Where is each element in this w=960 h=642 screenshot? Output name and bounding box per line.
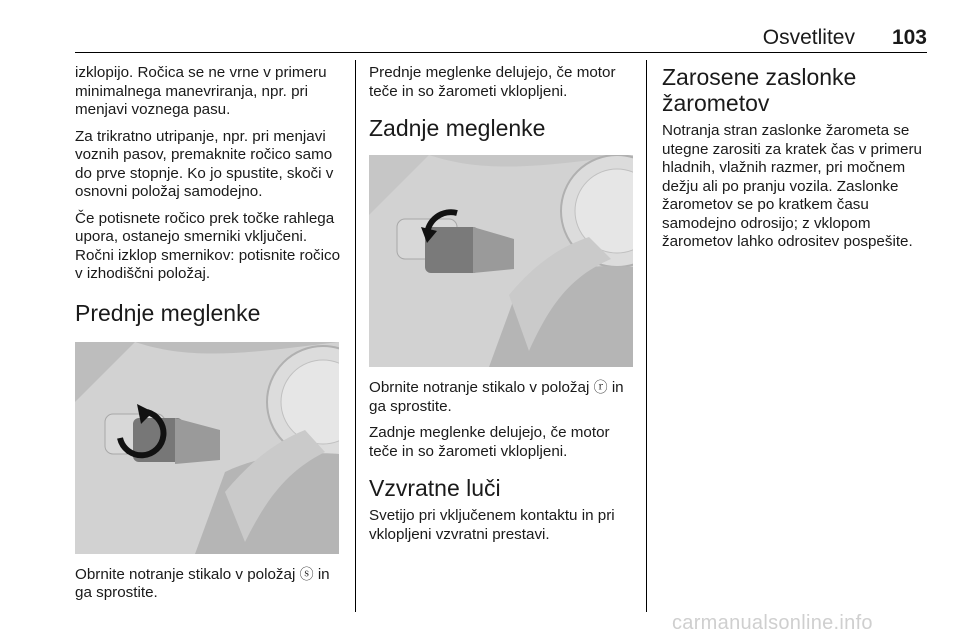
paragraph: Zadnje meglenke delujejo, če motor teče in so žarometi vklopljeni. [369,424,610,460]
paragraph: izklopijo. Ročica se ne vrne v primeru minimalnega manevriranja, npr. pri menjavi voznega pasu. [75,64,327,118]
page-header [75,24,927,52]
figure-caption [75,566,343,603]
paragraph: Svetijo pri vključenem kontaktu in pri vklopljeni vzvratni prestavi. [369,507,615,543]
column-3 [662,64,930,260]
column-divider [355,60,356,612]
caption-text: Obrnite notranje stikalo v položaj [75,565,296,583]
column-divider [646,60,647,612]
section-heading: Prednje meglenke [75,299,261,326]
front-fog-light-symbol: ⓢ [299,566,314,583]
page-number: 103 [891,26,927,49]
watermark: carmanualsonline.info [672,612,873,634]
header-rule [75,52,927,53]
section-heading: Vzvratne luči [369,475,501,501]
paragraph: Za trikratno utripanje, npr. pri menjavi voznih pasov, premaknite ročico samo do prve stopnje. Ko jo spustite, skoči v osnovni položaj samodejno. [75,127,334,200]
caption-text: in ga sprostite. [369,379,624,415]
section-title: Osvetlitev [762,26,855,49]
paragraph: Prednje meglenke delujejo, če motor teče in so žarometi vklopljeni. [369,64,616,100]
caption-text: Obrnite notranje stikalo v položaj [369,379,590,396]
paragraph: Če potisnete ročico prek točke rahlega upora, ostanejo smerniki vključeni. Ročni izklop smernikov: potisnite ročico v izhodiščni položaj. [75,209,341,282]
section-heading: Zarosene zaslonke žarometov [662,64,857,116]
rear-fog-switch-illustration [369,155,633,367]
section-heading: Zadnje meglenke [369,115,546,141]
rear-fog-light-symbol: ⓡ [593,380,608,396]
figure-caption [369,379,635,416]
column-1 [75,64,343,611]
caption-text: in ga sprostite. [75,565,330,601]
paragraph: Notranja stran zaslonke žarometa se utegne zarositi za kratek čas v primeru hladnih, vlažnih razmer, pri močnem dežju ali po pranju vozila. Zaslonke žarometov se po kratkem času samodejno odrosijo; z vklopom žarometov lahko odrositev pospešite. [662,122,922,250]
column-2 [369,64,635,552]
front-fog-switch-illustration [75,342,339,554]
